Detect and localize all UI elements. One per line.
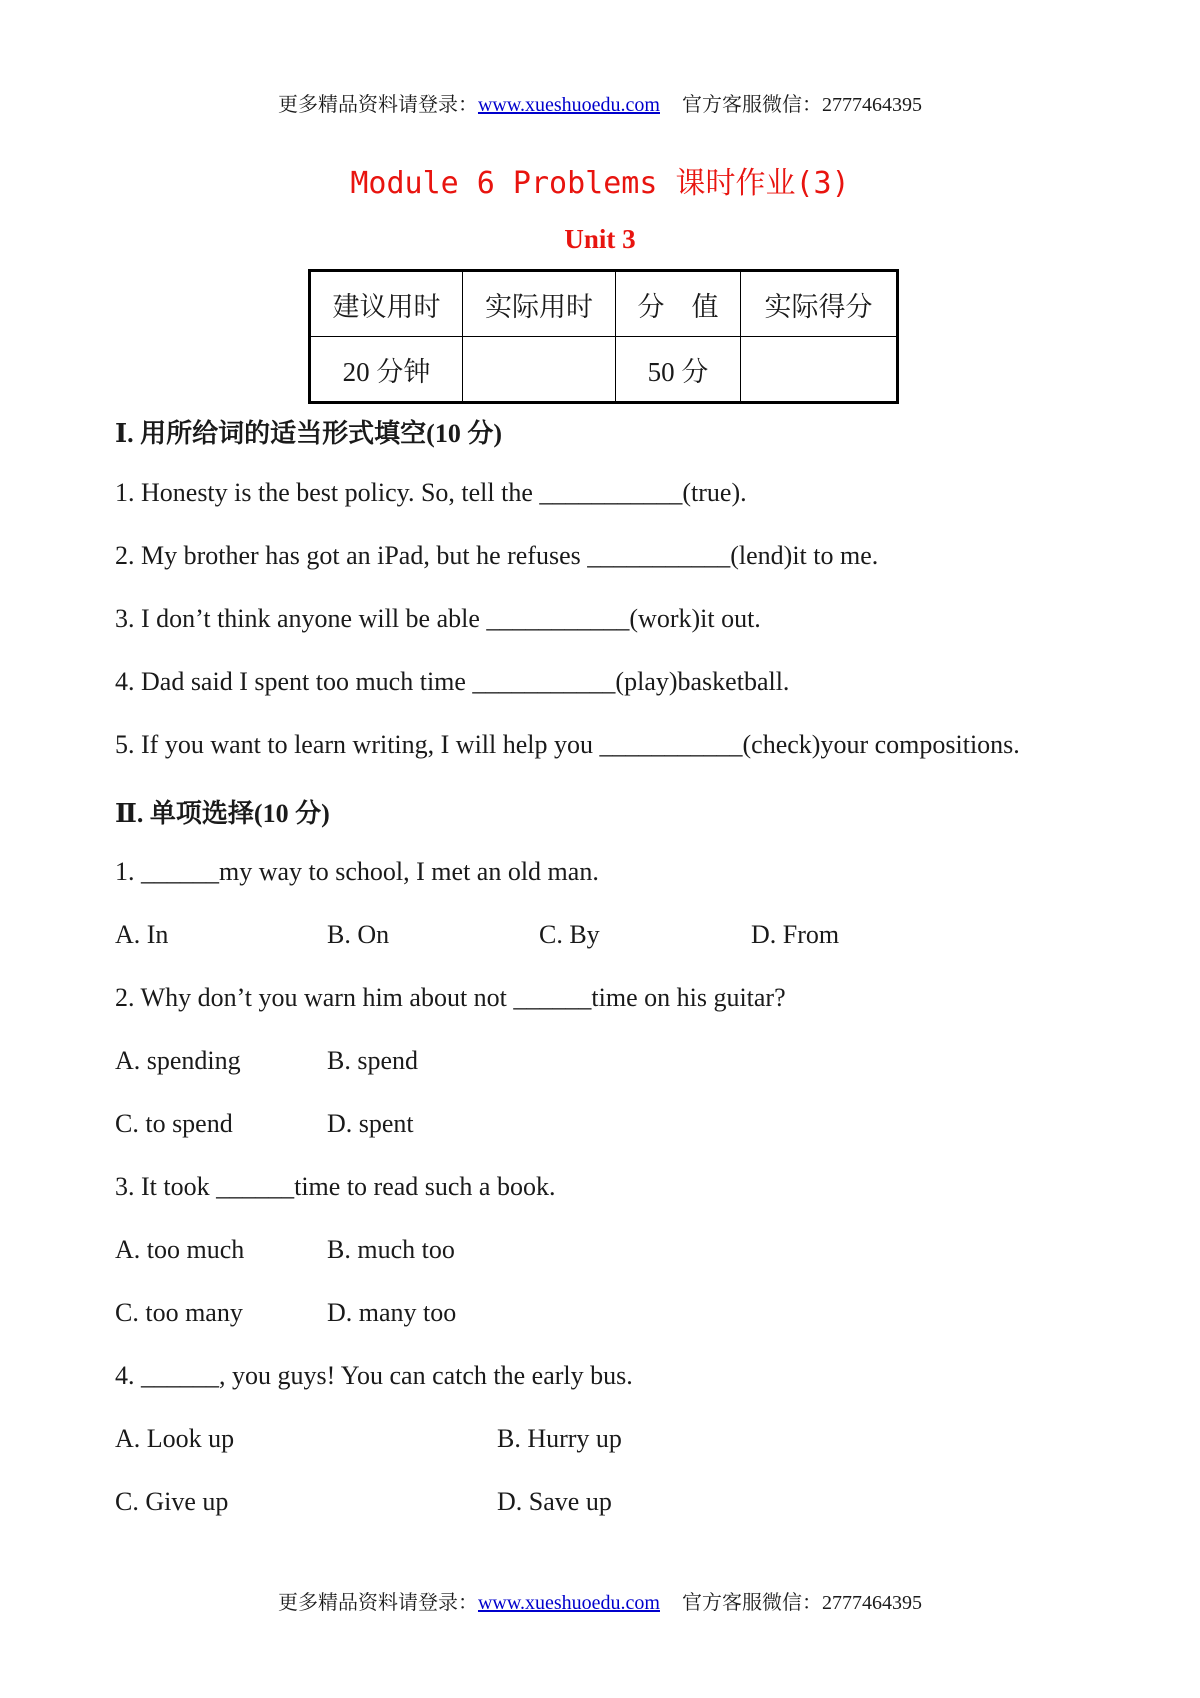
section2-heading: Ⅱ. 单项选择(10 分) [115, 799, 330, 828]
section1-heading: Ⅰ. 用所给词的适当形式填空(10 分) [115, 419, 502, 448]
page-title: Module 6 Problems 课时作业(3) [350, 166, 850, 201]
score-table-value-row [310, 337, 898, 403]
header-prefix: 更多精品资料请登录： [277, 94, 478, 116]
fill-blank-item-4: 4. Dad said I spent too much time ___________(play)basketball. [115, 667, 790, 696]
fill-blank-item-5: 5. If you want to learn writing, I will help you ___________(check)your compositions. [115, 730, 1020, 759]
mc-question-3: 3. It took ______time to read such a book. [115, 1172, 556, 1201]
fill-blank-item-2: 2. My brother has got an iPad, but he refuses ___________(lend)it to me. [115, 541, 879, 570]
mc-question-2: 2. Why don’t you warn him about not ______time on his guitar? [115, 983, 786, 1012]
score-value-points: 50 分 [616, 337, 741, 403]
header-link[interactable]: www.xueshuoedu.com [477, 94, 660, 116]
mc-q4-option-a: A. Look up [115, 1424, 235, 1453]
mc-q1-option-a: A. In [115, 920, 169, 949]
score-table-header-row [310, 271, 898, 337]
page-header [0, 88, 1200, 117]
score-header-actual-time: 实际用时 [463, 271, 616, 337]
fill-blank-item-1: 1. Honesty is the best policy. So, tell the ___________(true). [115, 478, 747, 507]
footer-link[interactable]: www.xueshuoedu.com [477, 1592, 660, 1614]
mc-question-1: 1. ______my way to school, I met an old man. [115, 857, 599, 886]
mc-q3-option-b: B. much too [327, 1235, 455, 1264]
fill-blank-item-3: 3. I don’t think anyone will be able ___________(work)it out. [115, 604, 761, 633]
footer-prefix: 更多精品资料请登录： [277, 1592, 478, 1614]
mc-q2-option-b: B. spend [327, 1046, 418, 1075]
mc-q1-option-c: C. By [539, 920, 600, 949]
score-header-suggested-time: 建议用时 [310, 271, 463, 337]
mc-q2-option-a: A. spending [115, 1046, 241, 1075]
mc-q4-option-b: B. Hurry up [497, 1424, 622, 1453]
score-value-actual-score [741, 337, 898, 403]
score-value-actual-time [463, 337, 616, 403]
mc-q1-option-d: D. From [751, 920, 840, 949]
mc-q2-option-d: D. spent [327, 1109, 414, 1138]
page-subtitle: Unit 3 [564, 224, 636, 254]
header-wechat: 官方客服微信：2777464395 [682, 94, 922, 116]
mc-q2-option-c: C. to spend [115, 1109, 233, 1138]
mc-q1-option-b: B. On [327, 920, 390, 949]
mc-q3-option-a: A. too much [115, 1235, 245, 1264]
footer-wechat: 官方客服微信：2777464395 [682, 1592, 922, 1614]
score-header-actual-score: 实际得分 [741, 271, 898, 337]
score-value-suggested-time: 20 分钟 [310, 337, 463, 403]
mc-q3-option-c: C. too many [115, 1298, 243, 1327]
mc-q3-option-d: D. many too [327, 1298, 457, 1327]
mc-q4-option-c: C. Give up [115, 1487, 229, 1516]
page-footer [0, 1586, 1200, 1615]
mc-question-4: 4. ______, you guys! You can catch the early bus. [115, 1361, 633, 1390]
mc-q4-option-d: D. Save up [497, 1487, 612, 1516]
score-table [308, 269, 899, 404]
score-header-points: 分 值 [616, 271, 741, 337]
